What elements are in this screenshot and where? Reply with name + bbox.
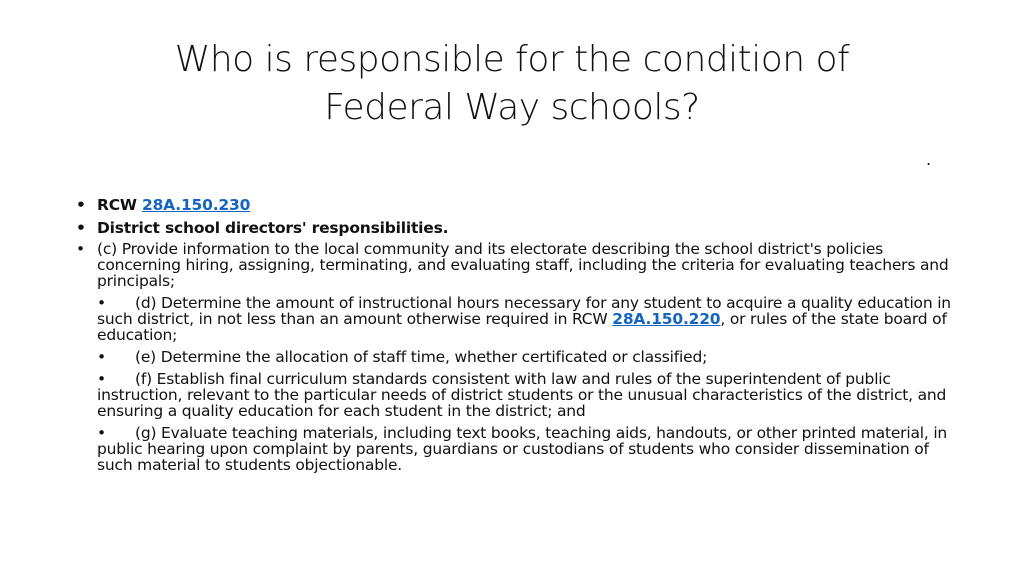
bullet: • bbox=[97, 348, 106, 366]
list-item-rcw bbox=[76, 195, 956, 216]
bullet: • bbox=[76, 196, 86, 214]
slide-body bbox=[76, 195, 956, 479]
clause-f-text: (f) Establish final curriculum standards consistent with law and rules of the superintendent of public instruction, relevant to the particular needs of district students or the unusual characteristics of the district, and ensuring a quality education for each student in the district; and bbox=[97, 370, 947, 420]
sub-item-f bbox=[76, 371, 956, 419]
bullet: • bbox=[76, 219, 86, 237]
clause-g-text: (g) Evaluate teaching materials, including text books, teaching aids, handouts, or other printed material, in public hearing upon complaint by parents, guardians or custodians of students who consider dissemination of such material to students objectionable. bbox=[97, 424, 948, 474]
bullet: • bbox=[97, 370, 106, 388]
list-item-heading bbox=[76, 218, 956, 239]
slide-title-line-2: Federal Way schools? bbox=[324, 87, 700, 128]
stray-dot: . bbox=[926, 150, 932, 169]
rcw-prefix: RCW bbox=[97, 196, 143, 214]
slide-title-line-1: Who is responsible for the condition of bbox=[174, 39, 850, 80]
rcw-link-28a-150-220[interactable]: 28A.150.220 bbox=[612, 310, 721, 328]
bullet: • bbox=[76, 240, 85, 258]
clause-d-text: (d) Determine the amount of instructional hours necessary for any student to acquire a quality education in such district, in not less than an amount otherwise required in RCW bbox=[97, 294, 951, 328]
section-heading: District school directors' responsibilities. bbox=[97, 219, 449, 237]
clause-d-text-end: , or rules of the state board of education; bbox=[97, 310, 947, 344]
slide-title bbox=[112, 36, 912, 132]
bullet: • bbox=[97, 294, 106, 312]
sub-item-e bbox=[76, 349, 956, 365]
sub-item-d bbox=[76, 295, 956, 343]
clause-e-text: (e) Determine the allocation of staff time, whether certificated or classified; bbox=[135, 348, 708, 366]
list-item-c bbox=[76, 241, 956, 289]
rcw-link-28a-150-230[interactable]: 28A.150.230 bbox=[142, 196, 251, 214]
sub-item-g bbox=[76, 425, 956, 473]
bullet: • bbox=[97, 424, 106, 442]
clause-c-text: (c) Provide information to the local community and its electorate describing the school district's policies concerning hiring, assigning, terminating, and evaluating staff, including the criteria for evaluating teachers and principals; bbox=[97, 240, 949, 290]
